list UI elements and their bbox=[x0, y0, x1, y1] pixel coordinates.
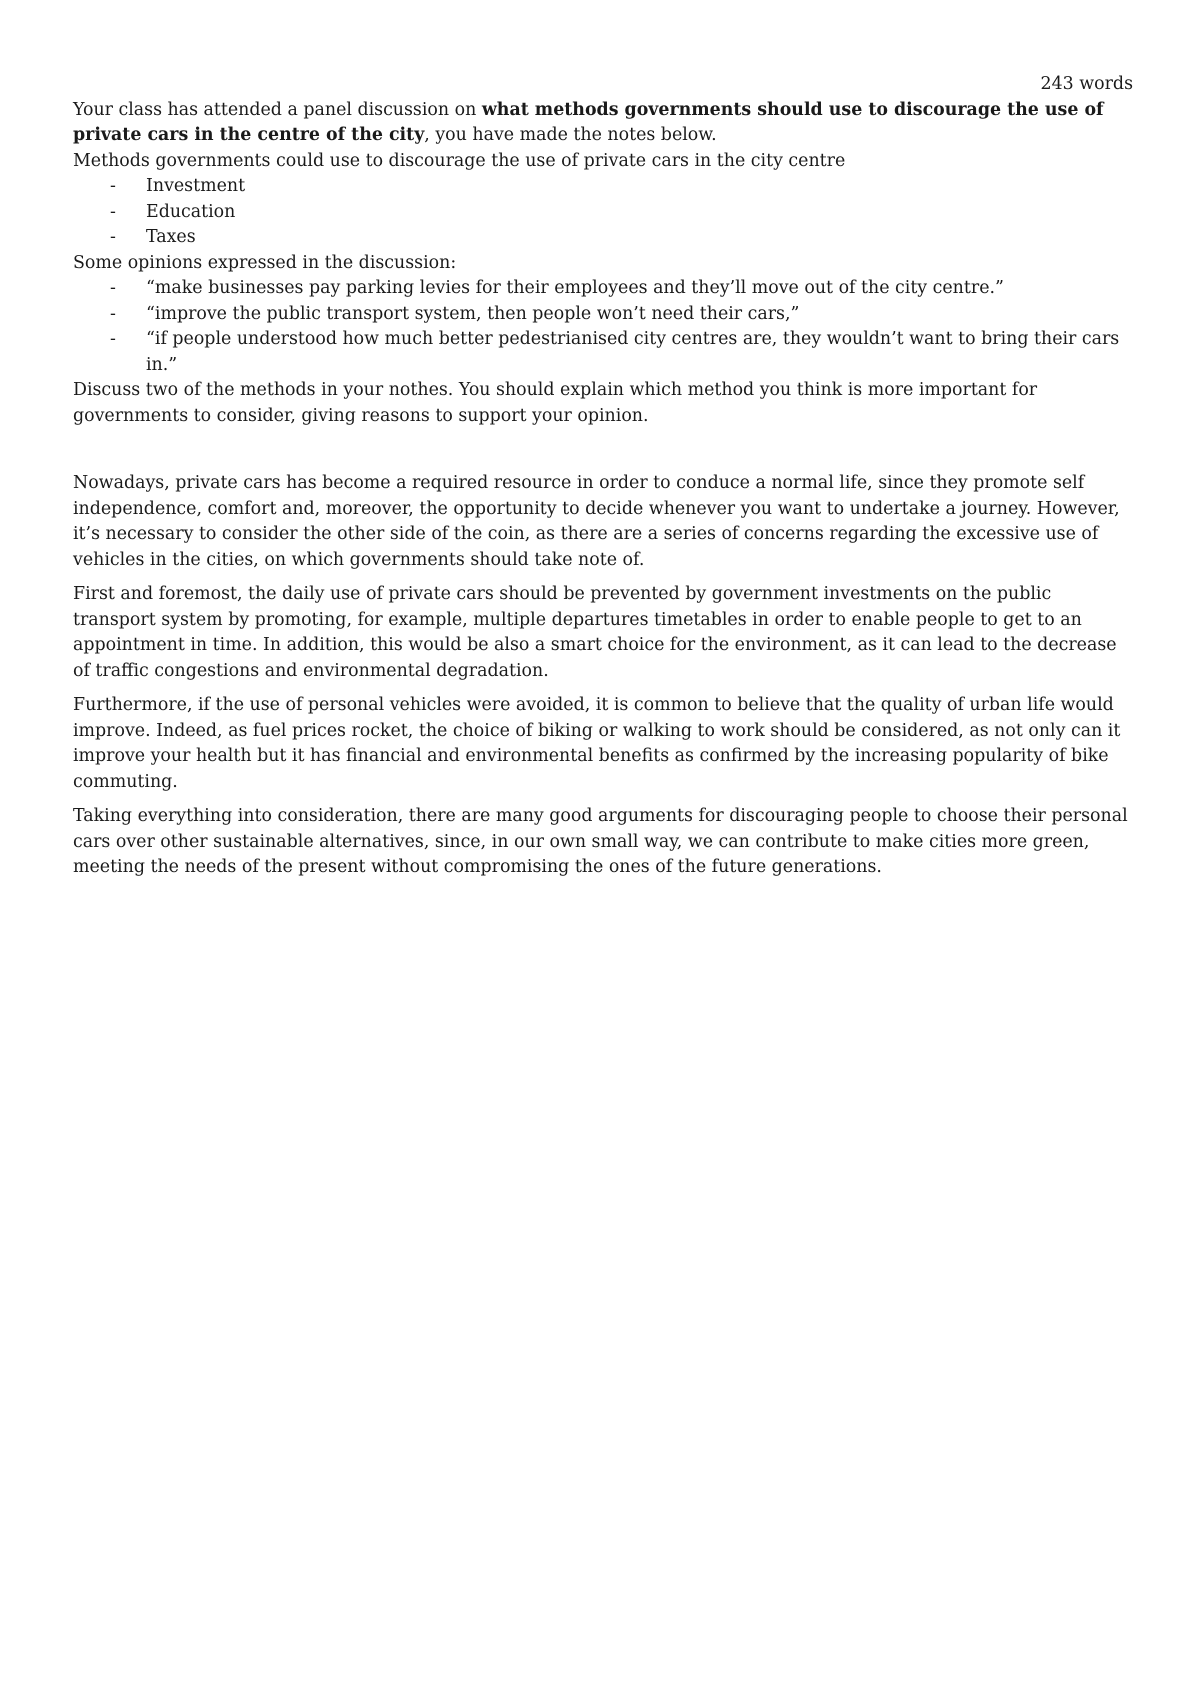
method-label: Investment bbox=[146, 176, 246, 196]
notes-heading: Methods governments could use to discourage the use of private cars in the city centre bbox=[73, 150, 846, 171]
task-intro bbox=[73, 98, 1133, 149]
opinions-heading: Some opinions expressed in the discussion: bbox=[73, 252, 457, 273]
opinion-text: “if people understood how much better pedestrianised city centres are, they wouldn’t want to bring their cars in.” bbox=[146, 329, 1120, 375]
list-item bbox=[73, 302, 1133, 328]
task-intro-bold: what methods governments should use to discourage the use of private cars in the centre of the city bbox=[73, 99, 1104, 145]
dash-marker: - bbox=[110, 278, 116, 298]
task-instruction: Discuss two of the methods in your nothes. You should explain which method you think is more important for governments to consider, giving reasons to support your opinion. bbox=[73, 380, 1038, 426]
method-label: Education bbox=[146, 201, 236, 222]
essay-paragraph: Nowadays, private cars has become a required resource in order to conduce a normal life, since they promote self independence, comfort and, moreover, the opportunity to decide whenever you want to undertake a journey. However, it’s necessary to consider the other side of the coin, as there are a series of concerns regarding the excessive use of vehicles in the cities, on which governments should take note of. bbox=[73, 473, 1120, 570]
document-page bbox=[73, 72, 1133, 890]
dash-marker: - bbox=[110, 201, 116, 222]
list-item bbox=[73, 200, 1133, 226]
essay-paragraph: Furthermore, if the use of personal vehicles were avoided, it is common to believe that the quality of urban life would improve. Indeed, as fuel prices rocket, the choice of biking or walking to work should be considered, as not only can it improve your health but it has financial and environmental benefits as confirmed by the increasing popularity of bike commuting. bbox=[73, 695, 1121, 792]
essay-paragraph: First and foremost, the daily use of private cars should be prevented by government investments on the public transport system by promoting, for example, multiple departures timetables in order to enable people to get to an appointment in time. In addition, this would be also a smart choice for the environment, as it can lead to the decrease of traffic congestions and environmental degradation. bbox=[73, 584, 1117, 681]
method-label: Taxes bbox=[146, 227, 196, 247]
essay-paragraph: Taking everything into consideration, there are many good arguments for discouraging people to choose their personal cars over other sustainable alternatives, since, in our own small way, we can contribute to make cities more green, meeting the needs of the present without compromising the ones of the future generations. bbox=[73, 806, 1128, 877]
list-item bbox=[73, 327, 1133, 378]
methods-list bbox=[73, 174, 1133, 251]
task-intro-part1: Your class has attended a panel discussion on bbox=[73, 99, 482, 120]
dash-marker: - bbox=[110, 227, 116, 247]
dash-marker: - bbox=[110, 303, 116, 324]
opinion-text: “improve the public transport system, then people won’t need their cars,” bbox=[146, 303, 800, 324]
dash-marker: - bbox=[110, 329, 116, 349]
task-intro-part2: , you have made the notes below. bbox=[424, 125, 717, 145]
opinions-list bbox=[73, 276, 1133, 378]
list-item bbox=[73, 225, 1133, 251]
list-item bbox=[73, 174, 1133, 200]
word-count: 243 words bbox=[1040, 74, 1133, 94]
list-item bbox=[73, 276, 1133, 302]
opinion-text: “make businesses pay parking levies for their employees and they’ll move out of the city centre.” bbox=[146, 278, 1004, 298]
task-prompt bbox=[73, 98, 1133, 430]
dash-marker: - bbox=[110, 176, 116, 196]
essay-body bbox=[73, 471, 1133, 881]
